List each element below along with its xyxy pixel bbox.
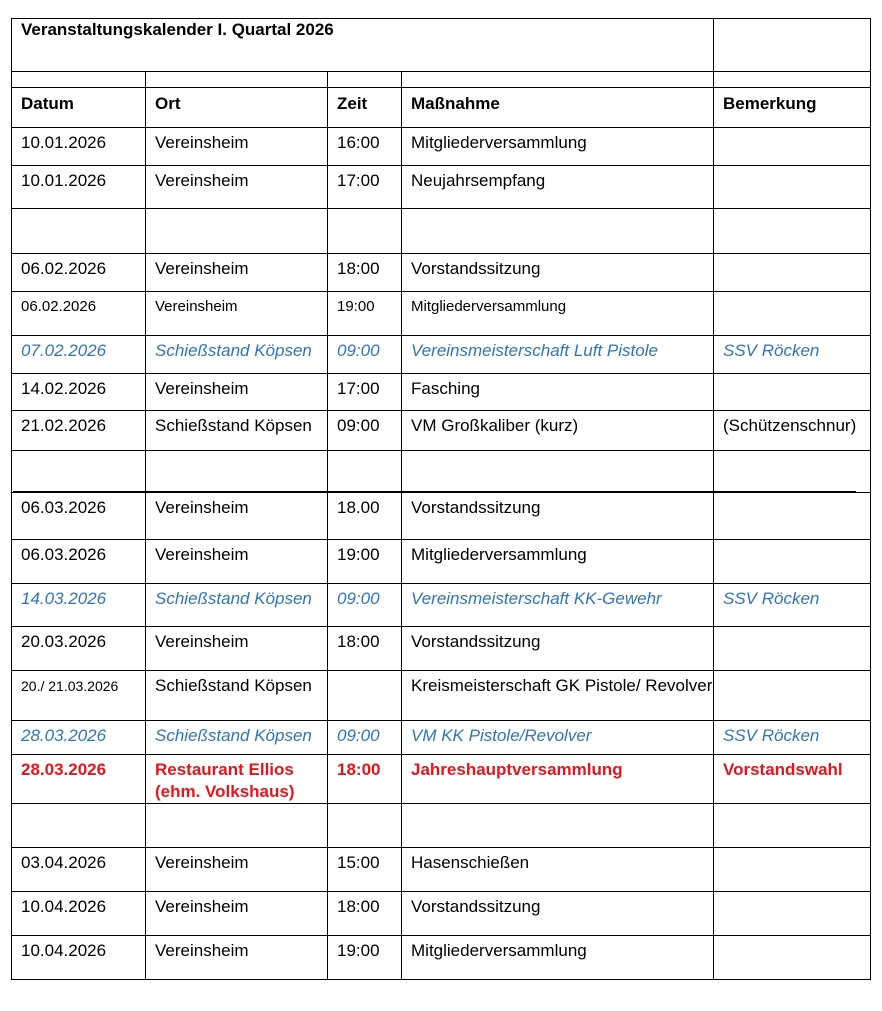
cell-datum: 14.02.2026 <box>12 374 146 411</box>
cell-zeit: 18:00 <box>328 627 402 671</box>
cell-massnahme: Vereinsmeisterschaft KK-Gewehr <box>402 584 714 627</box>
title-row <box>12 19 871 72</box>
cell-ort: Vereinsheim <box>146 936 328 980</box>
header-massnahme: Maßnahme <box>402 88 714 128</box>
table-row <box>12 584 871 627</box>
table-row <box>12 374 871 411</box>
cell-ort: Vereinsheim <box>146 848 328 892</box>
cell-zeit: 19:00 <box>328 540 402 584</box>
cell-zeit <box>328 671 402 721</box>
cell-massnahme: Neujahrsempfang <box>402 166 714 209</box>
cell-datum: 10.01.2026 <box>12 128 146 166</box>
cell-datum: 10.04.2026 <box>12 936 146 980</box>
cell-zeit: 19:00 <box>328 292 402 336</box>
cell-zeit: 09:00 <box>328 411 402 451</box>
cell-datum: 28.03.2026 <box>12 721 146 755</box>
cell-ort: Vereinsheim <box>146 128 328 166</box>
cell-bemerkung <box>714 166 871 209</box>
cell-ort <box>146 804 328 848</box>
cell-zeit: 15:00 <box>328 848 402 892</box>
cell-bemerkung <box>714 374 871 411</box>
table-row <box>12 128 871 166</box>
cell-massnahme: Mitgliederversammlung <box>402 128 714 166</box>
cell-datum: 03.04.2026 <box>12 848 146 892</box>
cell-massnahme: Hasenschießen <box>402 848 714 892</box>
cell-zeit: 18:00 <box>328 254 402 292</box>
cell-ort: Schießstand Köpsen <box>146 721 328 755</box>
cell-massnahme: VM KK Pistole/Revolver <box>402 721 714 755</box>
cell-bemerkung <box>714 292 871 336</box>
cell-datum: 10.01.2026 <box>12 166 146 209</box>
cell-datum: 07.02.2026 <box>12 336 146 374</box>
cell-bemerkung <box>714 209 871 254</box>
cell-massnahme <box>402 209 714 254</box>
cell-datum <box>12 209 146 254</box>
header-ort: Ort <box>146 88 328 128</box>
table-row <box>12 755 871 804</box>
header-bemerkung: Bemerkung <box>714 88 871 128</box>
cell-bemerkung <box>714 804 871 848</box>
table-row <box>12 848 871 892</box>
cell-ort <box>146 209 328 254</box>
cell-zeit: 18:00 <box>328 892 402 936</box>
cell-bemerkung: SSV Röcken <box>714 336 871 374</box>
cell-bemerkung <box>714 892 871 936</box>
cell-bemerkung <box>714 254 871 292</box>
table-row <box>12 936 871 980</box>
cell-ort: Vereinsheim <box>146 374 328 411</box>
cell-zeit: 18:00 <box>328 755 402 804</box>
cell-datum: 10.04.2026 <box>12 892 146 936</box>
cell-ort: Vereinsheim <box>146 892 328 936</box>
cell-ort: Schießstand Köpsen <box>146 671 328 721</box>
cell-datum: 28.03.2026 <box>12 755 146 804</box>
cell-massnahme: Mitgliederversammlung <box>402 540 714 584</box>
table-row <box>12 451 871 493</box>
cell-bemerkung: Vorstandswahl <box>714 755 871 804</box>
table-row <box>12 804 871 848</box>
table-row <box>12 540 871 584</box>
cell-bemerkung: SSV Röcken <box>714 584 871 627</box>
header-datum: Datum <box>12 88 146 128</box>
cell-zeit: 17:00 <box>328 166 402 209</box>
spacer-row <box>12 72 871 88</box>
cell-zeit: 16:00 <box>328 128 402 166</box>
table-row <box>12 254 871 292</box>
table-row <box>12 411 871 451</box>
cell-massnahme <box>402 451 714 493</box>
cell-ort: Restaurant Ellios (ehm. Volkshaus) <box>146 755 328 804</box>
event-calendar-table <box>11 18 871 980</box>
page-title: Veranstaltungskalender I. Quartal 2026 <box>12 19 714 72</box>
table-row <box>12 336 871 374</box>
cell-ort: Schießstand Köpsen <box>146 411 328 451</box>
cell-bemerkung <box>714 936 871 980</box>
cell-ort: Vereinsheim <box>146 493 328 540</box>
cell-datum: 06.02.2026 <box>12 292 146 336</box>
table-row <box>12 292 871 336</box>
title-empty-cell <box>714 19 871 72</box>
cell-ort: Vereinsheim <box>146 540 328 584</box>
cell-ort: Schießstand Köpsen <box>146 336 328 374</box>
cell-bemerkung: SSV Röcken <box>714 721 871 755</box>
cell-massnahme: Jahreshauptversammlung <box>402 755 714 804</box>
table-row <box>12 892 871 936</box>
table-row <box>12 671 871 721</box>
cell-ort: Vereinsheim <box>146 627 328 671</box>
cell-datum: 21.02.2026 <box>12 411 146 451</box>
cell-datum: 20.03.2026 <box>12 627 146 671</box>
header-row <box>12 88 871 128</box>
cell-bemerkung <box>714 627 871 671</box>
header-zeit: Zeit <box>328 88 402 128</box>
cell-bemerkung <box>714 540 871 584</box>
cell-zeit: 09:00 <box>328 721 402 755</box>
cell-massnahme: Mitgliederversammlung <box>402 292 714 336</box>
cell-zeit: 09:00 <box>328 336 402 374</box>
cell-datum: 06.02.2026 <box>12 254 146 292</box>
cell-datum: 06.03.2026 <box>12 540 146 584</box>
cell-zeit <box>328 209 402 254</box>
separator-line <box>13 491 856 492</box>
cell-zeit: 17:00 <box>328 374 402 411</box>
cell-massnahme: Vereinsmeisterschaft Luft Pistole <box>402 336 714 374</box>
cell-zeit: 09:00 <box>328 584 402 627</box>
cell-bemerkung <box>714 671 871 721</box>
cell-massnahme: Mitgliederversammlung <box>402 936 714 980</box>
table-row <box>12 627 871 671</box>
table-row <box>12 209 871 254</box>
cell-ort <box>146 451 328 493</box>
cell-datum <box>12 804 146 848</box>
cell-ort: Vereinsheim <box>146 166 328 209</box>
cell-datum: 20./ 21.03.2026 <box>12 671 146 721</box>
table-row <box>12 721 871 755</box>
cell-massnahme: Kreismeisterschaft GK Pistole/ Revolver <box>402 671 714 721</box>
cell-zeit: 18.00 <box>328 493 402 540</box>
cell-bemerkung: (Schützenschnur) <box>714 411 871 451</box>
cell-ort: Vereinsheim <box>146 254 328 292</box>
cell-massnahme: Vorstandssitzung <box>402 254 714 292</box>
cell-zeit: 19:00 <box>328 936 402 980</box>
cell-zeit <box>328 451 402 493</box>
cell-massnahme: Vorstandssitzung <box>402 892 714 936</box>
cell-bemerkung <box>714 128 871 166</box>
cell-datum <box>12 451 146 493</box>
table-row <box>12 493 871 540</box>
cell-ort: Vereinsheim <box>146 292 328 336</box>
cell-massnahme: Fasching <box>402 374 714 411</box>
cell-zeit <box>328 804 402 848</box>
cell-massnahme: VM Großkaliber (kurz) <box>402 411 714 451</box>
cell-datum: 06.03.2026 <box>12 493 146 540</box>
cell-bemerkung <box>714 451 871 493</box>
cell-massnahme: Vorstandssitzung <box>402 493 714 540</box>
cell-datum: 14.03.2026 <box>12 584 146 627</box>
cell-bemerkung <box>714 493 871 540</box>
cell-bemerkung <box>714 848 871 892</box>
cell-massnahme: Vorstandssitzung <box>402 627 714 671</box>
cell-ort: Schießstand Köpsen <box>146 584 328 627</box>
table-row <box>12 166 871 209</box>
cell-massnahme <box>402 804 714 848</box>
